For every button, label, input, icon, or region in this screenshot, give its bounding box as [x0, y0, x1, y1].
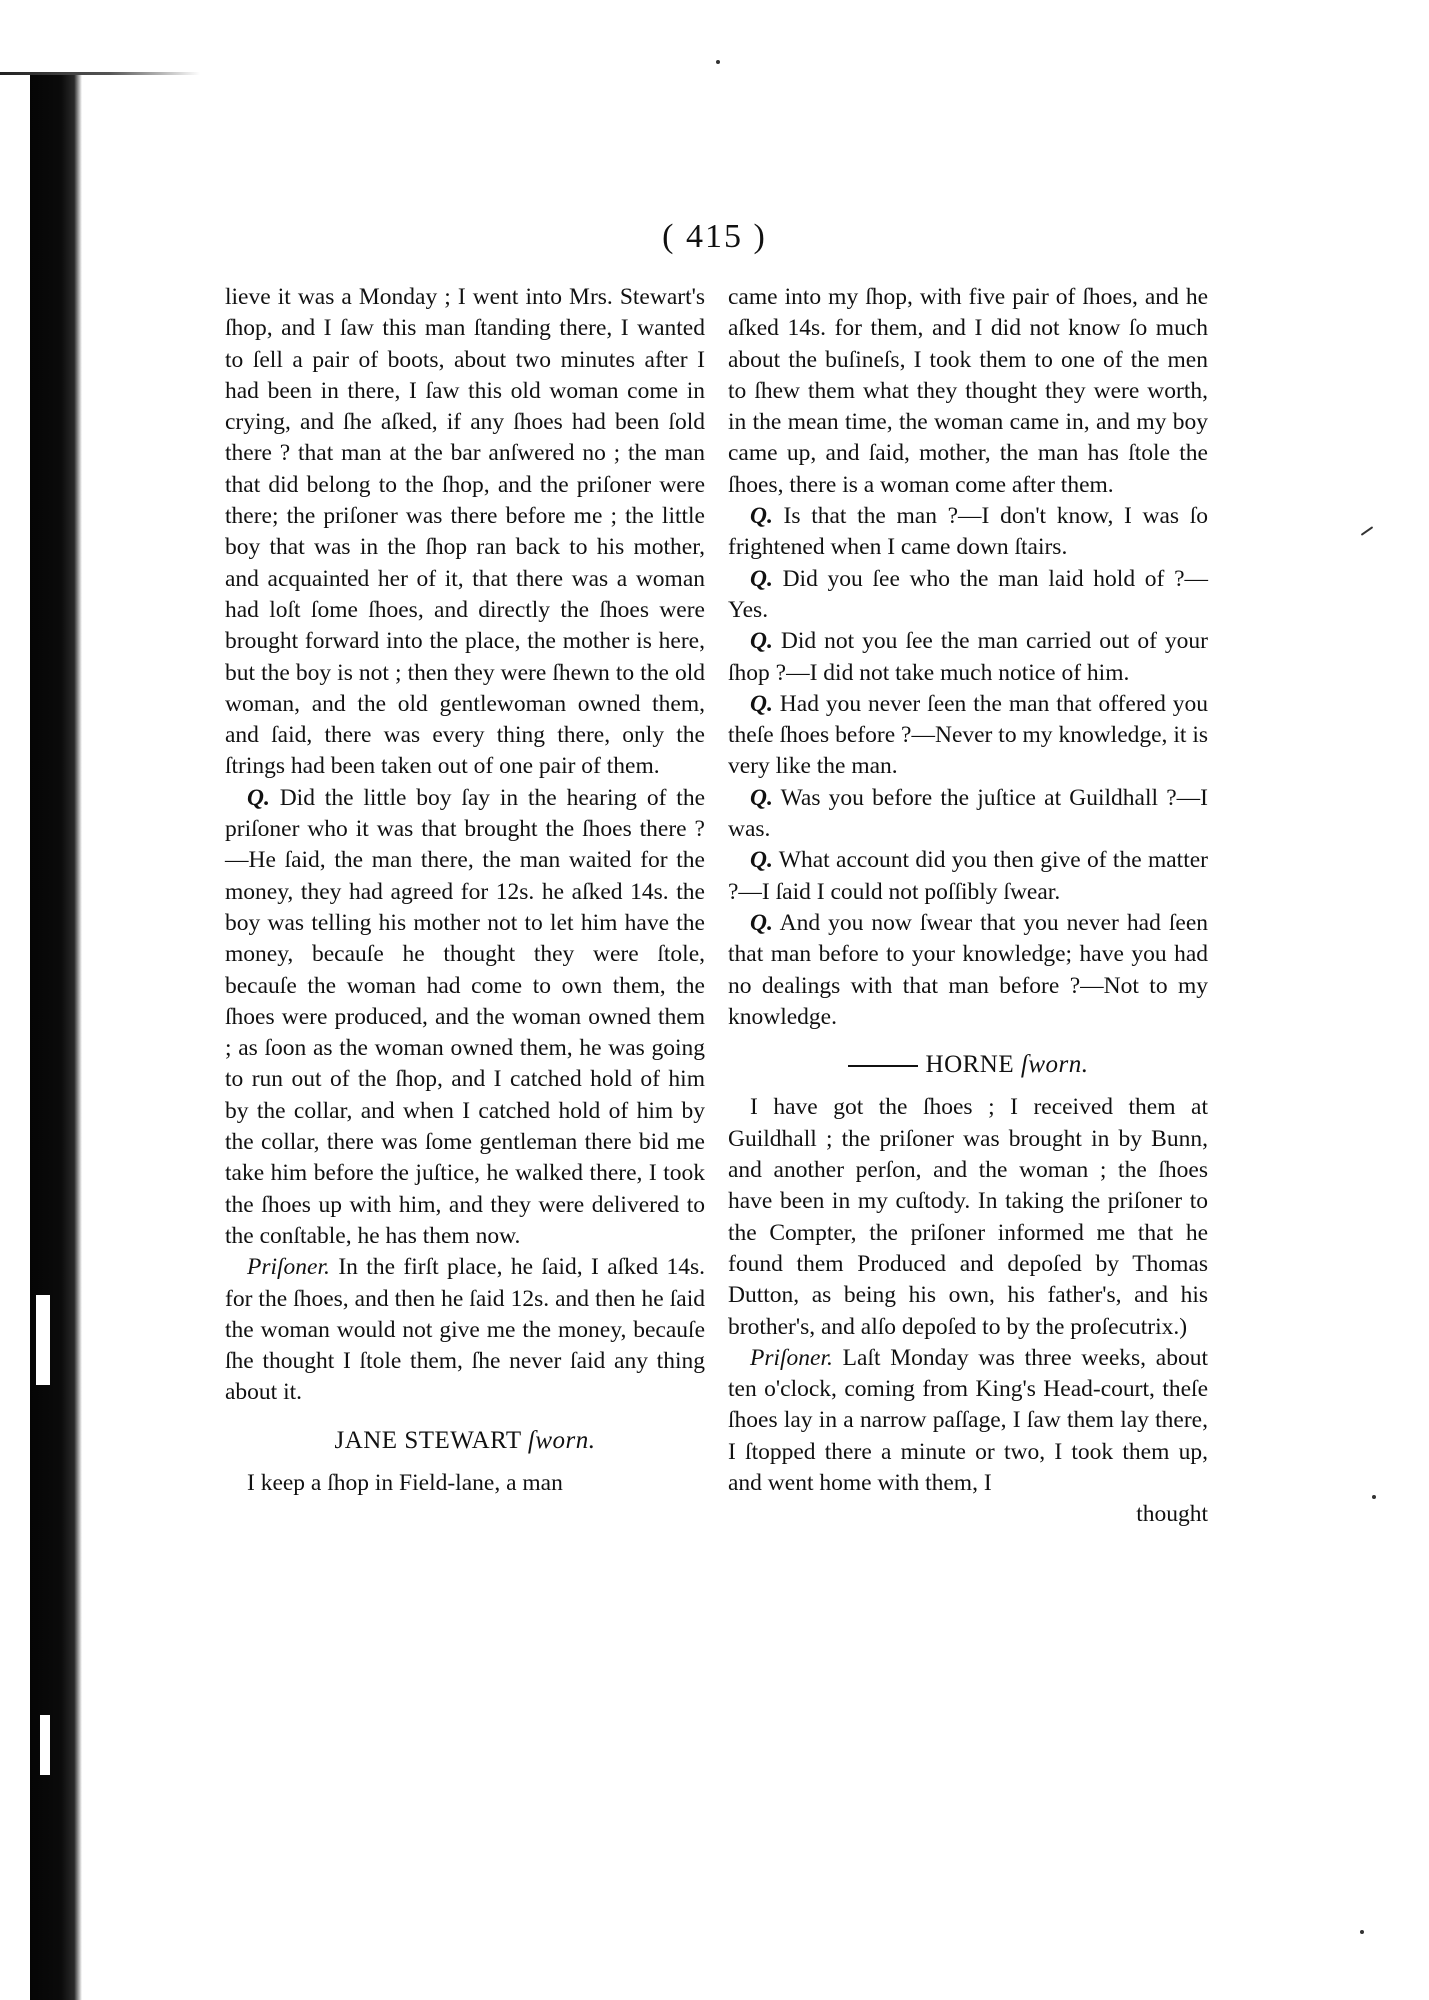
ink-speck	[716, 60, 720, 64]
question-paragraph	[728, 908, 1208, 1033]
left-column	[225, 282, 705, 1499]
testimony-paragraph: came into my ſhop, with five pair of ſhoes, and he aſked 14s. for them, and I did not know ſo much about the buſineſs, I took them to one of the men to ſhew them what they thought they were worth, in the mean time, the woman came in, and my boy came up, and ſaid, mother, the man has ſtole the ſhoes, there is a woman come after them.	[728, 284, 1208, 498]
witness-name: HORNE	[925, 1051, 1015, 1079]
question-paragraph	[225, 783, 705, 1252]
question-text: Did not you ſee the man carried out of your ſhop ?—I did not take much notice of him.	[728, 628, 1208, 686]
right-column	[728, 282, 1208, 1531]
speaker-label: Priſoner.	[247, 1254, 330, 1281]
prisoner-paragraph	[225, 1252, 705, 1408]
prisoner-statement: Laſt Monday was three weeks, about ten o'clock, coming from King's Head-court, theſe ſhoes lay in a narrow paſſage, I ſaw them lay there, I ſtopped there a minute or two, I took them up, and went home with them, I	[728, 1344, 1208, 1496]
witness-heading	[225, 1425, 705, 1456]
question-marker: Q.	[750, 847, 773, 874]
question-text: Had you never ſeen the man that offered you theſe ſhoes before ?—Never to my knowledge, it is very like the man.	[728, 690, 1208, 780]
question-marker: Q.	[750, 784, 773, 811]
witness-name: JANE STEWART	[334, 1426, 522, 1454]
prisoner-statement: In the firſt place, he ſaid, I aſked 14s. for the ſhoes, and then he ſaid 12s. and then he ſaid the woman would not give me the money, becauſe ſhe thought I ſtole them, ſhe never ſaid any thing about it.	[225, 1254, 706, 1406]
speaker-label: Priſoner.	[750, 1344, 833, 1371]
witness-heading	[728, 1049, 1208, 1080]
question-text: Did the little boy ſay in the hearing of the priſoner who it was that brought the ſhoes there ?—He ſaid, the man there, the man waited for the money, they had agreed for 12s. he aſked 14s. the boy was telling his mother not to let him have the money, becauſe he thought they were ſtole, becauſe the woman had come to own them, the ſhoes were produced, and the woman owned them ; as ſoon as the woman owned them, he was going to run out of the ſhop, and I catched hold of him by the collar, and when I catched hold of him by the collar, there was ſome gentleman there bid me take him before the juſtice, he walked there, I took the ſhoes up with him, and they were delivered to the conſtable, he has them now.	[225, 784, 706, 1249]
question-paragraph	[728, 783, 1208, 846]
testimony-paragraph: I have got the ſhoes ; I received them at Guildhall ; the priſoner was brought in by Bunn, and another perſon, and the woman ; the ſhoes have been in my cuſtody. In taking the priſoner to the Compter, the priſoner informed me that he found them Produced and depoſed by Thomas Dutton, as being his own, his father's, and his brother's, and alſo depoſed to by the proſecutrix.)	[728, 1094, 1208, 1340]
binding-notch	[36, 1295, 50, 1385]
question-text: What account did you then give of the matter ?—I ſaid I could not poſſibly ſwear.	[728, 847, 1208, 905]
question-marker: Q.	[750, 503, 773, 530]
question-marker: Q.	[750, 628, 773, 655]
sworn-label: ſworn.	[527, 1426, 596, 1454]
catchword: thought	[1136, 1501, 1208, 1528]
ink-speck	[1361, 526, 1374, 536]
question-text: Was you before the juſtice at Guildhall ?—I was.	[728, 784, 1208, 843]
binding-shadow	[30, 75, 82, 2000]
question-marker: Q.	[750, 565, 773, 592]
question-paragraph	[728, 626, 1208, 689]
question-text: Is that the man ?—I don't know, I was ſo frightened when I came down ſtairs.	[728, 503, 1209, 561]
heading-dash	[848, 1065, 918, 1067]
prisoner-paragraph	[728, 1343, 1208, 1499]
question-text: Did you ſee who the man laid hold of ?—Yes.	[728, 565, 1209, 623]
page-number: ( 415 )	[662, 218, 767, 255]
question-marker: Q.	[247, 784, 270, 811]
question-marker: Q.	[750, 690, 773, 717]
question-marker: Q.	[750, 909, 773, 936]
testimony-paragraph: lieve it was a Monday ; I went into Mrs. Stewart's ſhop, and I ſaw this man ſtanding there, I wanted to ſell a pair of boots, about two minutes after I had been in there, I ſaw this old woman come in crying, and ſhe aſked, if any ſhoes had been ſold there ? that man at the bar anſwered no ; the man that did belong to the ſhop, and the priſoner were there; the priſoner was there before me ; the little boy that was in the ſhop ran back to his mother, and acquainted her of it, that there was a woman had loſt ſome ſhoes, and directly the ſhoes were brought forward into the place, the mother is here, but the boy is not ; then they were ſhewn to the old woman, and the old gentlewoman owned them, and ſaid, there was every thing there, only the ſtrings had been taken out of one pair of them.	[225, 284, 705, 780]
sworn-label: ſworn.	[1020, 1051, 1089, 1079]
ink-speck	[1360, 1930, 1364, 1934]
question-paragraph	[728, 845, 1208, 908]
testimony-paragraph: I keep a ſhop in Field-lane, a man	[247, 1469, 563, 1496]
question-paragraph	[728, 689, 1208, 783]
binding-notch	[40, 1715, 50, 1775]
ink-speck	[1372, 1495, 1376, 1499]
question-paragraph	[728, 564, 1208, 627]
question-text: And you now ſwear that you never had ſeen that man before to your knowledge; have you had no dealings with that man before ?—Not to my knowledge.	[728, 909, 1208, 1030]
question-paragraph	[728, 501, 1208, 564]
